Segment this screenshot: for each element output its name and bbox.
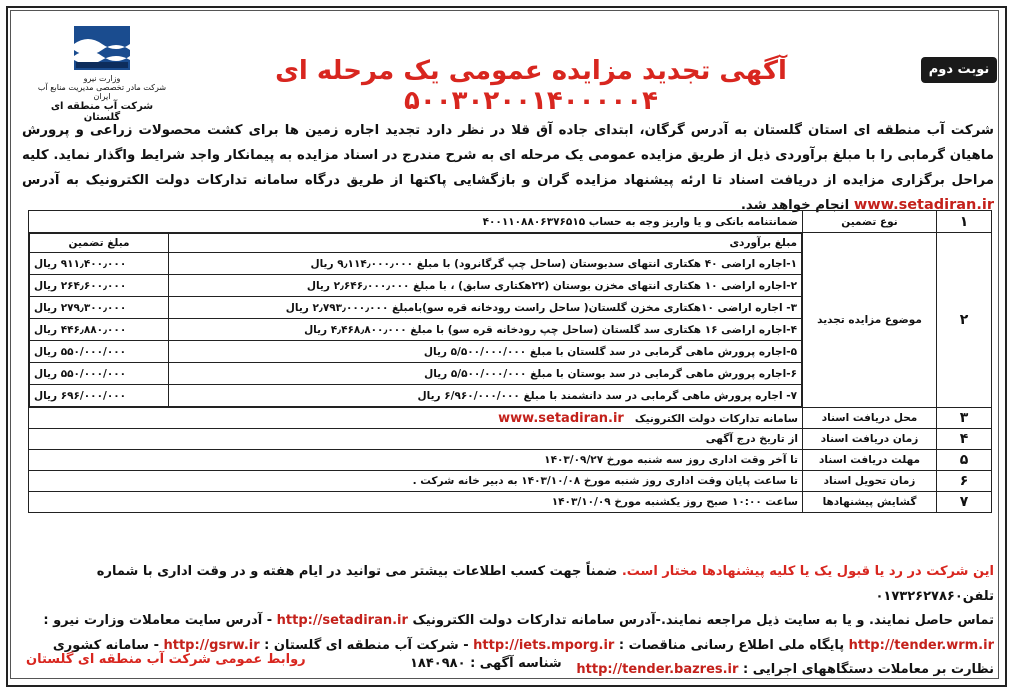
item-text: ۶-اجاره پرورش ماهی گرمابی در سد بوستان با مبلغ ۵/۵۰۰/۰۰۰/۰۰۰ ریال xyxy=(169,363,802,385)
items-cell xyxy=(29,233,803,408)
list-item xyxy=(30,341,802,363)
table-row xyxy=(29,408,992,429)
item-amount: ۵۵۰/۰۰۰/۰۰۰ ریال xyxy=(30,341,169,363)
logo-company: شرکت آب منطقه ای گلستان xyxy=(50,101,154,123)
row-value: ضمانتنامه بانکی و یا واریز وجه به حساب ۴۰۰۱۱۰۸۸۰۶۳۷۶۵۱۵ xyxy=(29,211,803,233)
row-number: ۶ xyxy=(937,471,992,492)
items-header xyxy=(30,234,802,253)
row-label: گشایش پیشنهادها xyxy=(803,492,937,513)
list-item xyxy=(30,385,802,407)
organization-logo xyxy=(32,24,172,123)
footer-text: پایگاه ملی اطلاع رسانی مناقصات : xyxy=(618,637,845,653)
row-label: موضوع مزایده تجدید xyxy=(803,233,937,408)
item-text: ۳- اجاره اراضی ۱۰هکتاری مخزن گلستان( ساحل راست رودخانه قره سو)بامبلغ ۲٫۷۹۳٫۰۰۰٫۰۰۰ ریال xyxy=(169,297,802,319)
setadiran-link[interactable]: www.setadiran.ir xyxy=(853,197,994,213)
list-item xyxy=(30,319,802,341)
page-title: آگهی تجدید مزایده عمومی یک مرحله ای ۵۰۰۳۰۲۰۰۱۴۰۰۰۰۰۴ xyxy=(275,56,787,116)
row-label: مهلت دریافت اسناد xyxy=(803,450,937,471)
footer-text: تماس حاصل نمایند. و یا به سایت ذیل مراجعه نمایند.-آدرس سامانه تدارکات دولت الکترونیک xyxy=(412,613,994,628)
footer-line-1 xyxy=(22,560,994,609)
gsrw-link[interactable]: http://gsrw.ir xyxy=(163,637,260,653)
logo-parent-company: شرکت مادر تخصصی مدیریت منابع آب ایران xyxy=(37,83,167,101)
item-amount: ۶۹۶/۰۰۰/۰۰۰ ریال xyxy=(30,385,169,407)
item-text: ۷- اجاره پرورش ماهی گرمابی در سد دانشمند با مبلغ ۶/۹۶۰/۰۰۰/۰۰۰ ریال xyxy=(169,385,802,407)
col-guarantee: مبلغ تضمین xyxy=(30,234,169,253)
row-label: زمان دریافت اسناد xyxy=(803,429,937,450)
footer-text: - شرکت آب منطقه ای گلستان : xyxy=(264,637,469,653)
list-item xyxy=(30,363,802,385)
intro-tail: انجام خواهد شد. xyxy=(740,198,850,213)
intro-paragraph xyxy=(22,118,994,218)
row-number: ۴ xyxy=(937,429,992,450)
table-row xyxy=(29,429,992,450)
row-label: زمان تحویل اسناد xyxy=(803,471,937,492)
row-number: ۷ xyxy=(937,492,992,513)
item-text: ۴-اجاره اراضی ۱۶ هکتاری سد گلستان (ساحل چپ رودخانه قره سو) با مبلغ ۴٫۴۶۸٫۸۰۰٫۰۰۰ ریال xyxy=(169,319,802,341)
table-row xyxy=(29,211,992,233)
footer-text: نظارت بر معاملات دستگاههای اجرایی : xyxy=(742,662,994,677)
header xyxy=(16,16,999,123)
setadiran-link[interactable]: www.setadiran.ir xyxy=(498,410,624,426)
table-row xyxy=(29,450,992,471)
row-number: ۱ xyxy=(937,211,992,233)
row-number: ۳ xyxy=(937,408,992,429)
row-value: تا آخر وقت اداری روز سه شنبه مورخ ۱۴۰۳/۰۹/۲۷ xyxy=(29,450,803,471)
row-number: ۲ xyxy=(937,233,992,408)
footer-line-2 xyxy=(22,609,994,634)
item-text: ۵-اجاره پرورش ماهی گرمابی در سد گلستان با مبلغ ۵/۵۰۰/۰۰۰/۰۰۰ ریال xyxy=(169,341,802,363)
item-amount: ۲۶۴٫۶۰۰٫۰۰۰ ریال xyxy=(30,275,169,297)
item-amount: ۴۴۶٫۸۸۰٫۰۰۰ ریال xyxy=(30,319,169,341)
list-item xyxy=(30,253,802,275)
items-table xyxy=(29,233,802,407)
row-number: ۵ xyxy=(937,450,992,471)
row-value: از تاریخ درج آگهی xyxy=(29,429,803,450)
item-amount: ۲۷۹٫۳۰۰٫۰۰۰ ریال xyxy=(30,297,169,319)
item-text: ۱-اجاره اراضی ۴۰ هکتاری انتهای سدبوستان (ساحل چپ گرگانرود) با مبلغ ۹٫۱۱۴٫۰۰۰٫۰۰۰ ریال xyxy=(169,253,802,275)
item-amount: ۵۵۰/۰۰۰/۰۰۰ ریال xyxy=(30,363,169,385)
tender-bazres-link[interactable]: http://tender.bazres.ir xyxy=(576,662,739,677)
logo-ministry: وزارت نیرو xyxy=(83,74,121,83)
row-value xyxy=(29,408,803,429)
water-logo-icon xyxy=(72,24,132,72)
list-item xyxy=(30,297,802,319)
signature: روابط عمومی شرکت آب منطقه ای گلستان xyxy=(26,652,306,667)
intro-text: شرکت آب منطقه ای استان گلستان به آدرس گرگان، ابتدای جاده آق قلا در نظر دارد تجدید اجاره زمین ها برای کشت محصولات زراعی و پرورش ماهیان گرمابی را با مبلغ برآوردی ذیل از طریق مزایده عمومی یک مرحله ای به شرح مندرج در اسناد مزایده به پیمانکار واجد شرایط واگذار نماید. کلیه مراحل برگزاری مزایده از دریافت اسناد تا ارئه پیشنهاد مزایده گران و بازگشایی پاکتها از طریق درگاه سامانه تدارکات دولت الکترونیک به آدرس xyxy=(22,123,994,188)
item-text: ۲-اجاره اراضی ۱۰ هکتاری انتهای مخزن بوستان (۲۲هکتاری سابق) ، با مبلغ ۲٫۶۴۶٫۰۰۰٫۰۰۰ ریال xyxy=(169,275,802,297)
table-row xyxy=(29,233,992,408)
col-estimate: مبلغ برآوردی xyxy=(169,234,802,253)
setadiran-link[interactable]: http://setadiran.ir xyxy=(276,613,408,628)
tender-wrm-link[interactable]: http://tender.wrm.ir xyxy=(848,637,994,653)
table-row xyxy=(29,492,992,513)
row-label: محل دریافت اسناد xyxy=(803,408,937,429)
footer-text: - سامانه کشوری xyxy=(52,637,159,653)
disclaimer: این شرکت در رد یا قبول یک یا کلیه پیشنهادها مختار است. xyxy=(621,564,994,579)
row-value: ساعت ۱۰:۰۰ صبح روز یکشنبه مورخ ۱۴۰۳/۱۰/۰۹ xyxy=(29,492,803,513)
row-value: تا ساعت پایان وقت اداری روز شنبه مورخ ۱۴۰۳/۱۰/۰۸ به دبیر خانه شرکت . xyxy=(29,471,803,492)
auction-table xyxy=(28,210,992,513)
row-label: نوع تضمین xyxy=(803,211,937,233)
ad-id: شناسه آگهی : ۱۸۴۰۹۸۰ xyxy=(410,656,562,671)
iets-link[interactable]: http://iets.mporg.ir xyxy=(473,637,615,653)
contact-text: ضمناً جهت کسب اطلاعات بیشتر می توانید در ایام هفته و در وقت اداری با شماره تلفن۰۱۷۳۲۶۲۷۸۶۰ xyxy=(96,564,994,604)
table-row xyxy=(29,471,992,492)
row-value-text: سامانه تدارکات دولت الکترونیک xyxy=(634,412,798,425)
footer-text: - آدرس سایت معاملات وزارت نیرو : xyxy=(43,613,273,628)
list-item xyxy=(30,275,802,297)
round-badge: نوبت دوم xyxy=(921,57,997,83)
item-amount: ۹۱۱٫۴۰۰٫۰۰۰ ریال xyxy=(30,253,169,275)
